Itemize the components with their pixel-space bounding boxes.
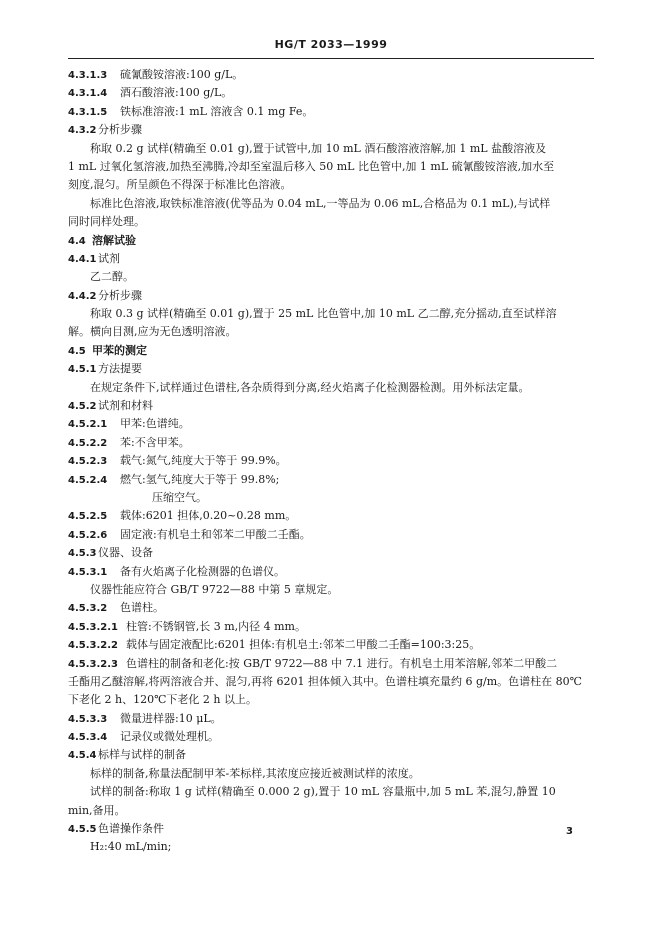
- paragraph-line: 仪器性能应符合 GB/T 9722—88 中第 5 章规定。: [90, 582, 339, 596]
- clause-number: 4.3.2: [68, 125, 97, 137]
- clause-text: 硫氰酸铵溶液:100 g/L。: [120, 68, 244, 81]
- document-body: [68, 66, 598, 857]
- clause-text: 仪器、设备: [98, 546, 153, 560]
- clause-4-5-2-4: [68, 471, 598, 489]
- clause-number: 4.5.3.1: [68, 566, 108, 578]
- clause-4-5-2: [68, 397, 598, 415]
- clause-number: 4.5.2.4: [68, 474, 108, 486]
- clause-4-5-2-5: [68, 507, 598, 525]
- clause-number: 4.4.1: [68, 253, 97, 265]
- paragraph-line: 同时同样处理。: [68, 215, 145, 229]
- clause-number: 4.3.1.5: [68, 106, 108, 118]
- paragraph-line: H₂:40 mL/min;: [90, 840, 172, 854]
- clause-number: 4.5.2.6: [68, 529, 108, 541]
- clause-text: 固定液:有机皂土和邻苯二甲酸二壬酯。: [120, 527, 311, 541]
- clause-number: 4.5.2.2: [68, 437, 108, 449]
- clause-4-5-3-2-2: [68, 636, 598, 654]
- paragraph-line: 标样的制备,称量法配制甲苯-苯标样,其浓度应接近被测试样的浓度。: [90, 766, 420, 780]
- clause-number: 4.5.3: [68, 548, 97, 560]
- clause-number: 4.5.2: [68, 401, 97, 413]
- clause-4-5-2-3: [68, 452, 598, 470]
- clause-number: 4.3.1.4: [68, 88, 108, 100]
- paragraph-line: 下老化 2 h、120℃下老化 2 h 以上。: [68, 693, 257, 707]
- clause-text: 试剂: [98, 251, 120, 265]
- clause-text: 标样与试样的制备: [98, 748, 186, 762]
- paragraph-line: 称取 0.2 g 试样(精确至 0.01 g),置于试管中,加 10 mL 酒石酸溶液溶解,加 1 mL 盐酸溶液及: [90, 141, 547, 155]
- clause-4-3-1-3: [68, 66, 598, 84]
- clause-number: 4.5.3.2.1: [68, 621, 118, 633]
- clause-text: 微量进样器:10 μL。: [120, 711, 222, 725]
- clause-4-5-3-4: [68, 728, 598, 746]
- clause-text: 酒石酸溶液:100 g/L。: [120, 86, 233, 100]
- paragraph-line: min,备用。: [68, 803, 126, 817]
- clause-number: 4.5.2.5: [68, 511, 108, 523]
- clause-text: 分析步骤: [98, 123, 142, 137]
- clause-4-3-1-4: [68, 84, 598, 102]
- standard-code-header: HG/T 2033—1999: [274, 38, 388, 51]
- clause-number: 4.5.3.3: [68, 713, 108, 725]
- paragraph-line: 试样的制备:称取 1 g 试样(精确至 0.000 2 g),置于 10 mL 容量瓶中,加 5 mL 苯,混匀,静置 10: [90, 785, 556, 799]
- clause-4-5-3-2: [68, 599, 598, 617]
- section-4-4: [68, 232, 598, 250]
- clause-4-5-2-6: [68, 526, 598, 544]
- clause-number: 4.5.1: [68, 364, 97, 376]
- section-number: 4.4: [68, 235, 86, 247]
- clause-number: 4.5.3.2: [68, 603, 108, 615]
- clause-4-5-4: [68, 746, 598, 764]
- clause-4-5-3-3: [68, 710, 598, 728]
- clause-text: 备有火焰离子化检测器的色谱仪。: [120, 564, 285, 578]
- clause-number: 4.5.4: [68, 750, 97, 762]
- clause-number: 4.4.2: [68, 290, 97, 302]
- section-number: 4.5: [68, 345, 86, 357]
- clause-4-3-1-5: [68, 103, 598, 121]
- clause-4-5-1: [68, 360, 598, 378]
- paragraph-line: 在规定条件下,试样通过色谱柱,各杂质得到分离,经火焰离子化检测器检测。用外标法定量。: [90, 380, 530, 394]
- paragraph-line: 乙二醇。: [90, 270, 134, 284]
- section-title: 甲苯的测定: [92, 343, 147, 357]
- clause-text: 方法提要: [98, 362, 142, 376]
- paragraph-line: 壬酯用乙醚溶解,将两溶液合并、混匀,再将 6201 担体倾入其中。色谱柱填充量约 6 g/m。色谱柱在 80℃: [68, 674, 582, 688]
- clause-4-5-2-2: [68, 434, 598, 452]
- paragraph-line: 刻度,混匀。所呈颜色不得深于标准比色溶液。: [68, 178, 292, 192]
- clause-4-5-3: [68, 544, 598, 562]
- clause-number: 4.5.3.4: [68, 732, 108, 744]
- clause-text: 分析步骤: [98, 288, 142, 302]
- clause-text: 苯:不含甲苯。: [120, 435, 190, 449]
- clause-text: 铁标准溶液:1 mL 溶液含 0.1 mg Fe。: [120, 104, 314, 118]
- clause-text: 试剂和材料: [98, 399, 153, 413]
- paragraph-line: 解。横向目测,应为无色透明溶液。: [68, 325, 237, 339]
- clause-4-4-2: [68, 287, 598, 305]
- clause-text: 色谱操作条件: [98, 822, 164, 836]
- clause-4-5-5: [68, 820, 598, 838]
- clause-number: 4.5.3.2.2: [68, 640, 118, 652]
- clause-4-5-3-1: [68, 563, 598, 581]
- clause-text: 色谱柱的制备和老化:按 GB/T 9722—88 中 7.1 进行。有机皂土用苯溶解,邻苯二甲酸二: [126, 656, 558, 670]
- clause-text: 载体与固定液配比:6201 担体:有机皂土:邻苯二甲酸二壬酯=100:3:25。: [126, 638, 481, 652]
- clause-number: 4.5.2.3: [68, 456, 108, 468]
- header-rule: [68, 58, 594, 59]
- clause-number: 4.3.1.3: [68, 70, 108, 81]
- clause-text: 载体:6201 担体,0.20~0.28 mm。: [120, 509, 297, 523]
- paragraph-line: 标准比色溶液,取铁标准溶液(优等品为 0.04 mL,一等品为 0.06 mL,合格品为 0.1 mL),与试样: [90, 196, 551, 210]
- clause-4-5-2-1: [68, 415, 598, 433]
- clause-4-5-3-2-1: [68, 618, 598, 636]
- paragraph-line: 1 mL 过氧化氢溶液,加热至沸腾,冷却至室温后移入 50 mL 比色管中,加 1 mL 硫氰酸铵溶液,加水至: [68, 159, 555, 173]
- clause-number: 4.5.5: [68, 824, 97, 836]
- clause-text: 记录仪或微处理机。: [120, 730, 219, 744]
- clause-4-4-1: [68, 250, 598, 268]
- section-4-5: [68, 342, 598, 360]
- clause-4-5-3-2-3: [68, 655, 598, 673]
- clause-text: 色谱柱。: [120, 601, 164, 615]
- clause-text: 甲苯:色谱纯。: [120, 417, 190, 431]
- clause-text: 燃气:氢气,纯度大于等于 99.8%;: [120, 472, 280, 486]
- section-title: 溶解试验: [92, 233, 136, 247]
- clause-4-3-2: [68, 121, 598, 139]
- page-number: 3: [566, 826, 573, 837]
- clause-number: 4.5.2.1: [68, 419, 108, 431]
- clause-text: 柱管:不锈钢管,长 3 m,内径 4 mm。: [126, 619, 306, 633]
- paragraph-line: 称取 0.3 g 试样(精确至 0.01 g),置于 25 mL 比色管中,加 10 mL 乙二醇,充分摇动,直至试样溶: [90, 307, 557, 321]
- paragraph-line: 压缩空气。: [152, 490, 207, 504]
- clause-text: 载气:氮气,纯度大于等于 99.9%。: [120, 454, 287, 468]
- clause-number: 4.5.3.2.3: [68, 658, 118, 670]
